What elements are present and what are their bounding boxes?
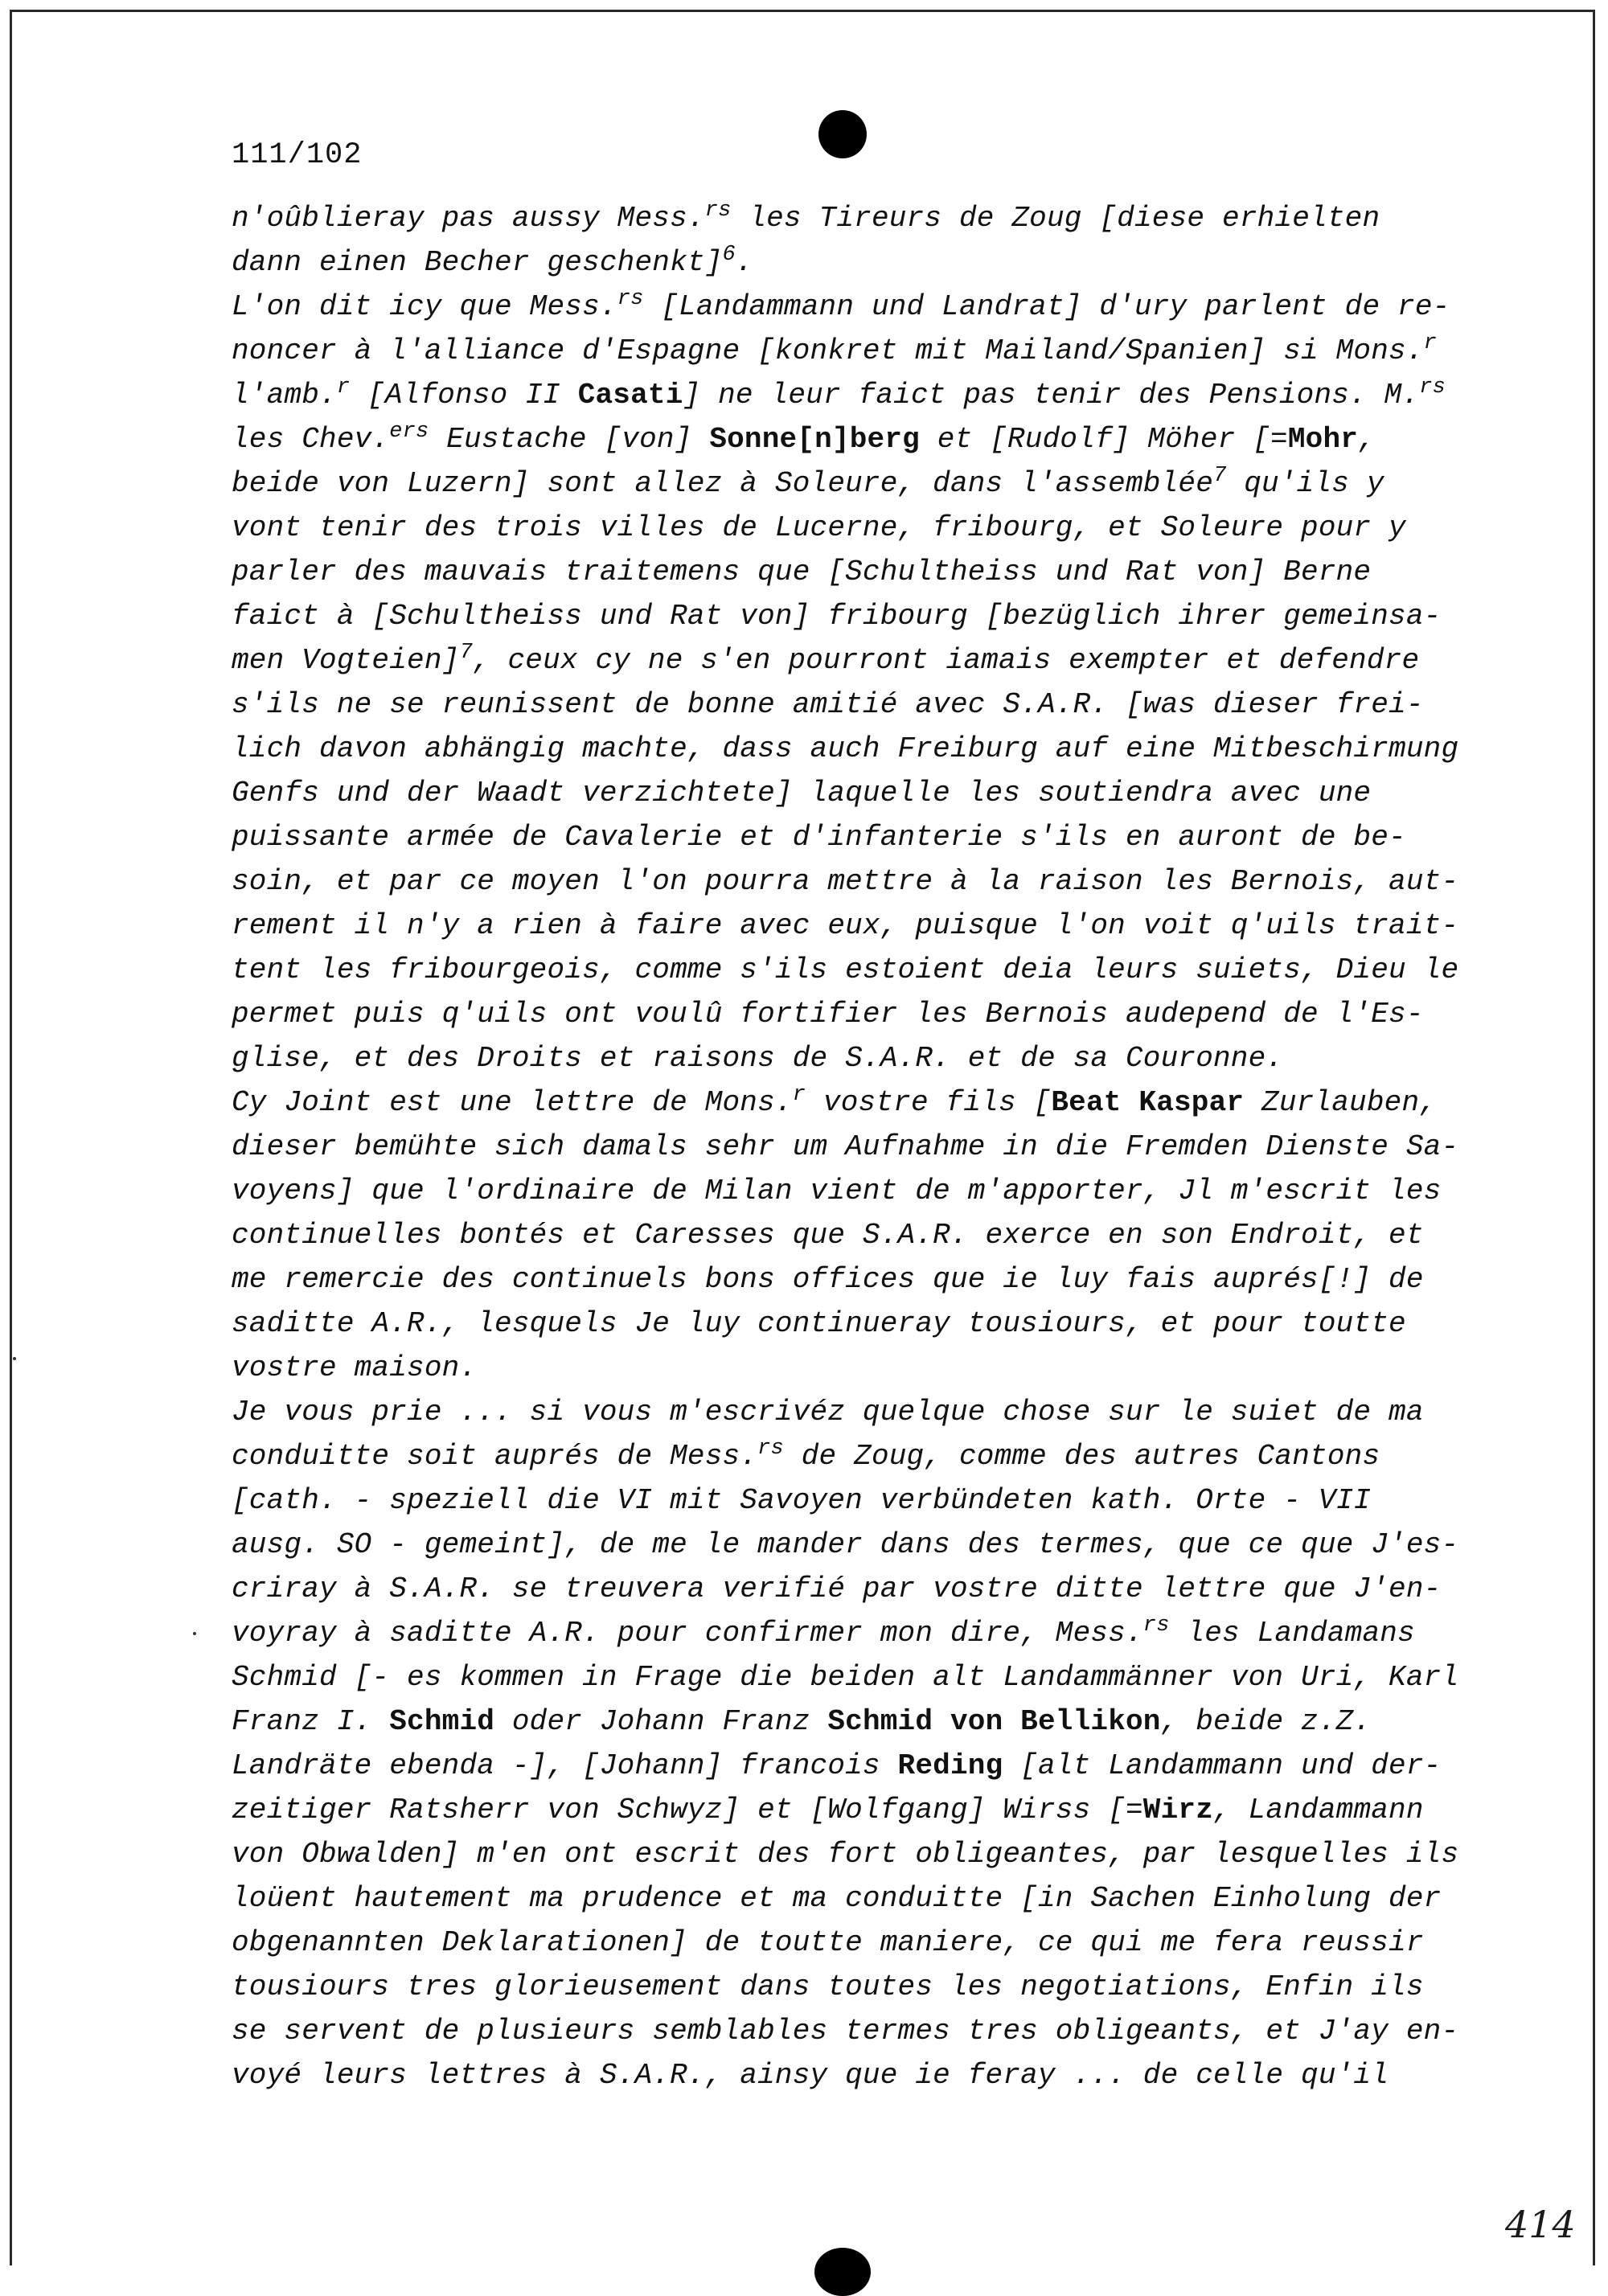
text-line	[232, 1655, 1486, 1699]
text-line	[232, 815, 1486, 859]
text-run: vont tenir des trois villes de Lucerne, fribourg, et Soleure pour y	[232, 511, 1406, 544]
superscript: 6	[722, 243, 736, 267]
text-run: faict à [Schultheiss und Rat von] fribourg [bezüglich ihrer gemeinsa-	[232, 600, 1442, 633]
superscript: r	[336, 375, 351, 400]
text-run: obgenannten Deklarationen] de toutte maniere, ce qui me fera reussir	[232, 1926, 1424, 1959]
text-run: voyray à saditte A.R. pour confirmer mon dire, Mess.	[232, 1617, 1143, 1650]
text-run: les Landamans	[1169, 1617, 1415, 1650]
text-run: dann einen Becher geschenkt]	[232, 246, 723, 279]
text-run: les Tireurs de Zoug [diese erhielten	[731, 202, 1380, 235]
handwritten-folio-number: 414	[1505, 2203, 1576, 2246]
text-run: beide von Luzern] sont allez à Soleure, dans l'assemblée	[232, 467, 1213, 500]
page-number: 111/102	[232, 138, 363, 172]
text-run: Je vous prie ... si vous m'escrivéz quelque chose sur le suiet de ma	[232, 1396, 1424, 1429]
text-run: saditte A.R., lesquels Je luy continueray tousiours, et pour toutte	[232, 1307, 1406, 1340]
text-line	[232, 329, 1486, 373]
text-run: de Zoug, comme des autres Cantons	[783, 1440, 1380, 1473]
text-line	[232, 1036, 1486, 1080]
text-line	[232, 1390, 1486, 1434]
text-run: criray à S.A.R. se treuvera verifié par vostre ditte lettre que J'en-	[232, 1572, 1442, 1605]
text-run: Genfs und der Waadt verzichtete] laquelle les soutiendra avec une	[232, 777, 1372, 810]
text-line	[232, 727, 1486, 771]
text-run: Zurlauben,	[1244, 1086, 1438, 1119]
text-run: conduitte soit auprés de Mess.	[232, 1440, 758, 1473]
text-run: rement il n'y a rien à faire avec eux, puisque l'on voit q'uils trait-	[232, 909, 1459, 942]
text-run: tent les fribourgeois, comme s'ils estoient deia leurs suiets, Dieu le	[232, 953, 1459, 986]
superscript: 7	[459, 641, 473, 665]
bold-name: Schmid von Bellikon	[827, 1705, 1161, 1738]
text-run: voyé leurs lettres à S.A.R., ainsy que ie feray ... de celle qu'il	[232, 2059, 1389, 2092]
bold-name: Reding	[897, 1749, 1003, 1782]
text-run: L'on dit icy que Mess.	[232, 290, 617, 323]
text-line	[232, 1346, 1486, 1390]
text-run: voyens] que l'ordinaire de Milan vient de m'apporter, Jl m'escrit les	[232, 1175, 1442, 1207]
text-run: men Vogteien]	[232, 644, 460, 677]
text-line	[232, 2009, 1486, 2053]
superscript: rs	[617, 287, 644, 311]
text-run: glise, et des Droits et raisons de S.A.R. et de sa Couronne.	[232, 1042, 1284, 1075]
text-run: parler des mauvais traitemens que [Schultheiss und Rat von] Berne	[232, 556, 1372, 588]
text-line	[232, 904, 1486, 948]
bold-name: Mohr	[1287, 423, 1359, 456]
text-run: loüent hautement ma prudence et ma conduitte [in Sachen Einholung der	[232, 1882, 1442, 1915]
text-run: ] ne leur faict pas tenir des Pensions. M.	[683, 379, 1420, 412]
text-line	[232, 992, 1486, 1036]
scan-speck	[193, 1632, 196, 1635]
text-run: me remercie des continuels bons offices que ie luy fais auprés[!] de	[232, 1263, 1424, 1296]
text-run: se servent de plusieurs semblables termes tres obligeants, et J'ay en-	[232, 2015, 1459, 2048]
text-line	[232, 1965, 1486, 2009]
text-line	[232, 1567, 1486, 1611]
text-run: et [Rudolf] Möher [=	[919, 423, 1288, 456]
text-line	[232, 196, 1486, 240]
superscript: r	[792, 1083, 806, 1107]
text-run: ausg. SO - gemeint], de me le mander dans des termes, que ce que J'es-	[232, 1528, 1459, 1561]
text-run: les Chev.	[232, 423, 390, 456]
text-run: Eustache [von]	[429, 423, 710, 456]
text-line	[232, 240, 1486, 285]
text-run: Schmid [- es kommen in Frage die beiden alt Landammänner von Uri, Karl	[232, 1661, 1459, 1694]
text-run: Landräte ebenda -], [Johann] francois	[232, 1749, 898, 1782]
text-run: qu'ils y	[1226, 467, 1384, 500]
text-line	[232, 285, 1486, 329]
text-line	[232, 1080, 1486, 1125]
text-line	[232, 594, 1486, 638]
text-run: [cath. - speziell die VI mit Savoyen verbündeten kath. Orte - VII	[232, 1484, 1372, 1517]
text-line	[232, 417, 1486, 461]
text-line	[232, 859, 1486, 904]
superscript: rs	[1419, 375, 1446, 400]
superscript: rs	[757, 1437, 784, 1461]
text-line	[232, 1921, 1486, 1965]
text-run: vostre maison.	[232, 1351, 478, 1384]
text-line	[232, 638, 1486, 683]
text-line	[232, 683, 1486, 727]
superscript: r	[1423, 331, 1438, 355]
punch-hole-bottom	[814, 2248, 871, 2296]
text-line	[232, 1169, 1486, 1213]
scan-speck	[13, 1357, 16, 1360]
text-run: vostre fils [	[806, 1086, 1052, 1119]
text-run: Cy Joint est une lettre de Mons.	[232, 1086, 793, 1119]
text-line	[232, 1478, 1486, 1523]
text-line	[232, 1125, 1486, 1169]
text-run: l'amb.	[232, 379, 337, 412]
text-run: zeitiger Ratsherr von Schwyz] et [Wolfgang] Wirss [=	[232, 1794, 1143, 1827]
bold-name: Wirz	[1142, 1794, 1214, 1827]
text-line	[232, 1434, 1486, 1478]
text-run: puissante armée de Cavalerie et d'infanterie s'ils en auront de be-	[232, 821, 1406, 854]
text-run: [Alfonso II	[350, 379, 578, 412]
text-line	[232, 1876, 1486, 1921]
superscript: 7	[1213, 464, 1227, 488]
text-run: , ceux cy ne s'en pourront iamais exempter et defendre	[472, 644, 1420, 677]
superscript: rs	[1142, 1613, 1170, 1638]
text-line	[232, 1302, 1486, 1346]
text-run: [alt Landammann und der-	[1003, 1749, 1442, 1782]
text-run: oder Johann Franz	[494, 1705, 828, 1738]
punch-hole-top	[818, 110, 867, 158]
superscript: rs	[704, 199, 732, 223]
text-run: continuelles bontés et Caresses que S.A.R. exerce en son Endroit, et	[232, 1219, 1424, 1252]
text-run: s'ils ne se reunissent de bonne amitié avec S.A.R. [was dieser frei-	[232, 688, 1424, 721]
text-line	[232, 1699, 1486, 1744]
text-line	[232, 550, 1486, 594]
text-run: ,	[1358, 423, 1376, 456]
text-run: , beide z.Z.	[1160, 1705, 1372, 1738]
text-line	[232, 771, 1486, 815]
text-run: dieser bemühte sich damals sehr um Aufnahme in die Fremden Dienste Sa-	[232, 1130, 1459, 1163]
text-line	[232, 461, 1486, 506]
text-line	[232, 1744, 1486, 1788]
text-run: .	[735, 246, 753, 279]
text-line	[232, 1832, 1486, 1876]
text-run: Franz I.	[232, 1705, 390, 1738]
document-body	[232, 196, 1486, 2097]
text-line	[232, 1788, 1486, 1832]
text-line	[232, 1257, 1486, 1302]
bold-name: Casati	[577, 379, 683, 412]
text-line	[232, 373, 1486, 417]
text-run: soin, et par ce moyen l'on pourra mettre à la raison les Bernois, aut-	[232, 865, 1459, 898]
text-run: , Landammann	[1213, 1794, 1424, 1827]
text-run: permet puis q'uils ont voulû fortifier les Bernois audepend de l'Es-	[232, 998, 1424, 1031]
bold-name: Beat Kaspar	[1051, 1086, 1245, 1119]
text-run: [Landammann und Landrat] d'ury parlent de re-	[643, 290, 1450, 323]
text-run: n'oûblieray pas aussy Mess.	[232, 202, 705, 235]
text-line	[232, 506, 1486, 550]
superscript: ers	[389, 420, 429, 444]
bold-name: Sonne[n]berg	[709, 423, 920, 456]
text-line	[232, 1213, 1486, 1257]
text-line	[232, 1611, 1486, 1655]
text-run: tousiours tres glorieusement dans toutes les negotiations, Enfin ils	[232, 1970, 1424, 2003]
text-line	[232, 948, 1486, 992]
text-run: noncer à l'alliance d'Espagne [konkret mit Mailand/Spanien] si Mons.	[232, 334, 1424, 367]
text-line	[232, 2053, 1486, 2097]
text-run: von Obwalden] m'en ont escrit des fort obligeantes, par lesquelles ils	[232, 1838, 1459, 1871]
text-run: lich davon abhängig machte, dass auch Freiburg auf eine Mitbeschirmung	[232, 732, 1459, 765]
text-line	[232, 1523, 1486, 1567]
bold-name: Schmid	[389, 1705, 495, 1738]
